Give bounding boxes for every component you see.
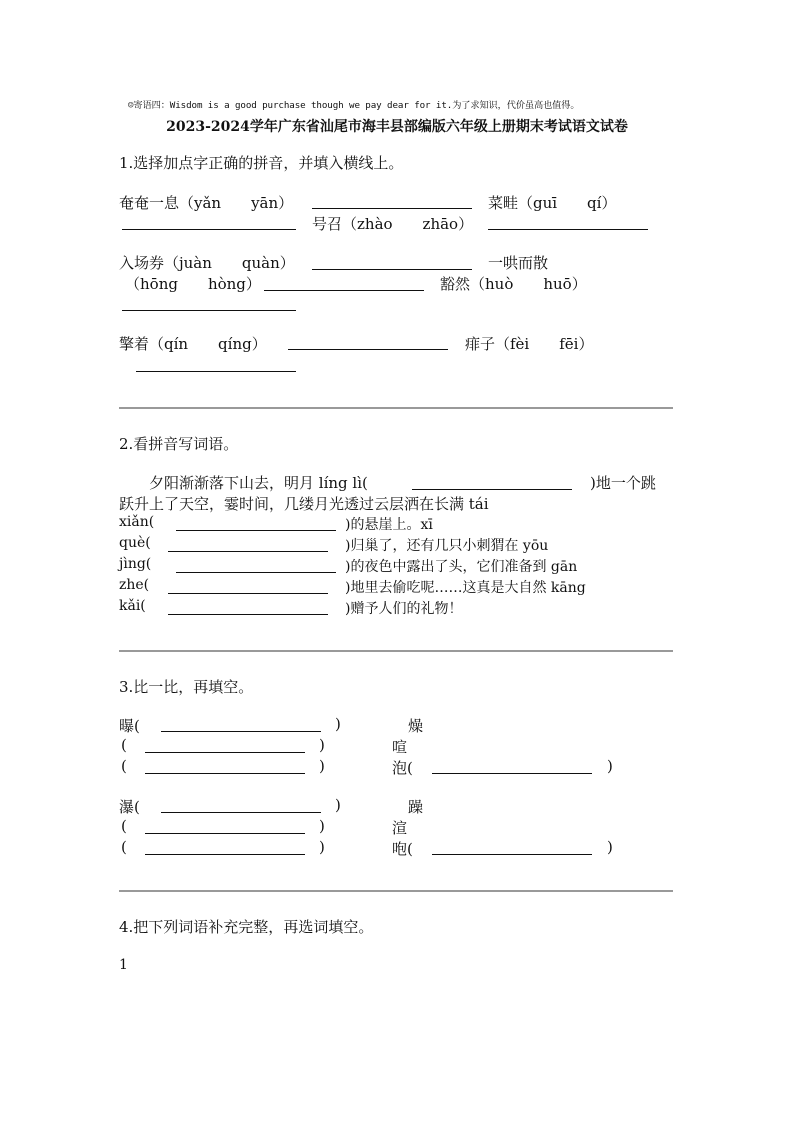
q1-answer-line-2[interactable] xyxy=(122,229,296,230)
q1-item-8: 擎着（qín qíng） xyxy=(119,335,267,353)
q3-char-zao1: 燥 xyxy=(408,717,424,735)
q1-answer-line-4[interactable] xyxy=(312,269,472,270)
q2-line-7b: )赠予人们的礼物！ xyxy=(345,601,463,617)
q2-answer-line-1[interactable] xyxy=(412,489,572,490)
q2-line-4a: què( xyxy=(119,535,151,551)
q3-close-6: ) xyxy=(319,817,325,835)
q3-open-7: ( xyxy=(121,838,127,856)
q2-line-6b: )地里去偷吃呢……这真是大自然 kāng xyxy=(345,580,586,596)
q1-answer-line-5[interactable] xyxy=(264,290,424,291)
q3-char-pu2-open: 瀑( xyxy=(119,798,140,816)
q3-char-pao2: 咆( xyxy=(392,840,413,858)
page-number: 1 xyxy=(119,957,128,973)
q3-open-3: ( xyxy=(121,757,127,775)
q3-char-xuan1: 喧 xyxy=(392,738,408,756)
q2-line-4b: )归巢了，还有几只小刺猬在 yōu xyxy=(345,538,549,554)
q2-line-1b: )地一个跳 xyxy=(590,474,656,492)
q3-answer-line-5[interactable] xyxy=(161,812,321,813)
q1-item-5: 一哄而散 xyxy=(488,254,549,272)
q3-close-5: ) xyxy=(335,796,341,814)
q2-answer-line-2[interactable] xyxy=(176,530,336,531)
section-divider-3 xyxy=(119,890,673,892)
q2-line-6a: zhe( xyxy=(119,577,150,593)
q3-close-3: ) xyxy=(319,757,325,775)
q1-answer-line-7[interactable] xyxy=(288,349,448,350)
page-title: 2023-2024学年广东省汕尾市海丰县部编版六年级上册期末考试语文试卷 xyxy=(166,119,628,135)
q3-close-8: ) xyxy=(607,838,613,856)
q1-answer-line-1[interactable] xyxy=(312,208,472,209)
q1-item-1: 奄奄一息（yǎn yān） xyxy=(119,194,294,212)
q3-answer-line-3[interactable] xyxy=(145,773,305,774)
q1-item-3: 号召（zhào zhāo） xyxy=(312,215,474,233)
q1-item-9: 痱子（fèi fēi） xyxy=(465,335,594,353)
q3-answer-line-6[interactable] xyxy=(145,833,305,834)
q1-item-6: （hōng hòng） xyxy=(125,275,261,293)
q3-answer-line-8[interactable] xyxy=(432,854,592,855)
q3-answer-line-4[interactable] xyxy=(432,773,592,774)
q3-close-1: ) xyxy=(335,715,341,733)
q2-line-7a: kǎi( xyxy=(119,598,146,614)
q4-heading: 4.把下列词语补充完整，再选词填空。 xyxy=(119,918,374,936)
q3-char-xuan2: 渲 xyxy=(392,819,408,837)
q2-answer-line-6[interactable] xyxy=(168,614,328,615)
section-divider-1 xyxy=(119,407,673,409)
motto-line: ☺寄语四：Wisdom is a good purchase though we pay dear for it.为了求知识，代价虽高也值得。 xyxy=(128,100,580,111)
q2-line-3a: xiǎn( xyxy=(119,514,155,530)
q1-item-2: 菜畦（guī qí） xyxy=(488,194,617,212)
section-divider-2 xyxy=(119,650,673,652)
q2-line-5a: jìng( xyxy=(119,556,152,572)
q2-answer-line-4[interactable] xyxy=(176,572,336,573)
q3-char-pao1: 泡( xyxy=(392,759,413,777)
q3-close-2: ) xyxy=(319,736,325,754)
q2-heading: 2.看拼音写词语。 xyxy=(119,435,239,453)
q2-line-2: 跃升上了天空，霎时间，几缕月光透过云层洒在长满 tái xyxy=(119,495,489,513)
q2-answer-line-5[interactable] xyxy=(168,593,328,594)
q3-answer-line-2[interactable] xyxy=(145,752,305,753)
q2-answer-line-3[interactable] xyxy=(168,551,328,552)
q3-open-6: ( xyxy=(121,817,127,835)
q3-char-zao2: 躁 xyxy=(408,798,424,816)
q3-close-4: ) xyxy=(607,757,613,775)
q3-answer-line-7[interactable] xyxy=(145,854,305,855)
q2-line-3b: )的悬崖上。xī xyxy=(345,517,433,533)
q3-answer-line-1[interactable] xyxy=(161,731,321,732)
q1-answer-line-3[interactable] xyxy=(488,229,648,230)
q1-item-4: 入场券（juàn quàn） xyxy=(119,254,295,272)
q3-heading: 3.比一比，再填空。 xyxy=(119,678,254,696)
q3-open-2: ( xyxy=(121,736,127,754)
q1-answer-line-8[interactable] xyxy=(136,371,296,372)
q2-line-1a: 夕阳渐渐落下山去，明月 líng lì( xyxy=(119,474,368,492)
q1-answer-line-6[interactable] xyxy=(122,310,296,311)
q1-heading: 1.选择加点字正确的拼音，并填入横线上。 xyxy=(119,154,404,172)
q3-close-7: ) xyxy=(319,838,325,856)
q2-line-5b: )的夜色中露出了头，它们准备到 gān xyxy=(345,559,578,575)
q3-char-pu-open: 曝( xyxy=(119,717,140,735)
q1-item-7: 豁然（huò huō） xyxy=(440,275,587,293)
